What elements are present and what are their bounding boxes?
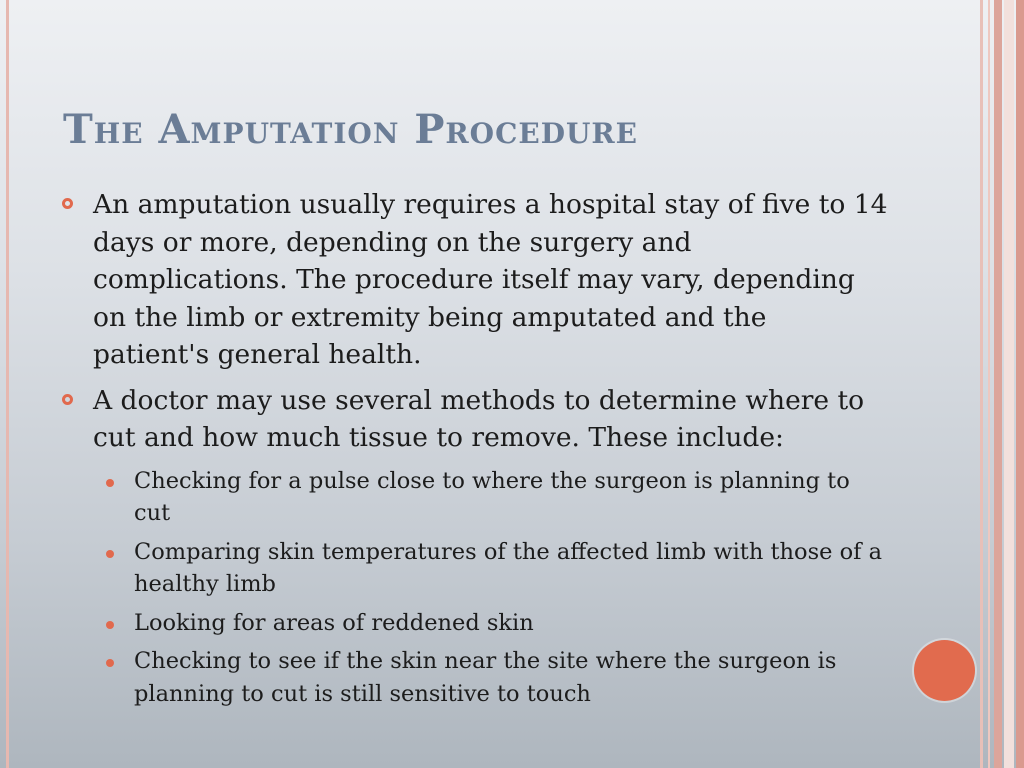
subbullet-item — [60, 536, 890, 601]
stripe — [1016, 0, 1024, 768]
slide-content — [60, 186, 890, 716]
filled-dot-bullet-icon — [106, 621, 114, 629]
filled-dot-bullet-icon — [106, 550, 114, 558]
hollow-circle-bullet-icon — [62, 394, 73, 405]
stripe — [994, 0, 1002, 768]
subbullet-text: Checking for a pulse close to where the surgeon is planning to cut — [134, 467, 850, 526]
bullet-text: A doctor may use several methods to determine where to cut and how much tissue to remove. These include: — [93, 384, 865, 453]
bullet-item — [60, 382, 890, 457]
subbullet-item — [60, 645, 890, 710]
orange-circle-decoration — [914, 640, 975, 701]
stripe — [988, 0, 990, 768]
slide-title: The Amputation Procedure — [63, 106, 639, 153]
subbullet-item — [60, 607, 890, 640]
stripe — [1004, 0, 1014, 768]
filled-dot-bullet-icon — [106, 659, 114, 667]
hollow-circle-bullet-icon — [62, 198, 73, 209]
subbullet-list — [60, 465, 890, 711]
subbullet-text: Looking for areas of reddened skin — [134, 609, 534, 636]
subbullet-text: Checking to see if the skin near the site where the surgeon is planning to cut is still sensitive to touch — [134, 648, 837, 707]
bullet-item — [60, 186, 890, 374]
subbullet-item — [60, 465, 890, 530]
filled-dot-bullet-icon — [106, 479, 114, 487]
stripe — [980, 0, 983, 768]
left-border-decoration — [6, 0, 9, 768]
bullet-text: An amputation usually requires a hospital stay of five to 14 days or more, depending on the surgery and complications. The procedure itself may vary, depending on the limb or extremity being amputated and the patient's general health. — [93, 189, 888, 370]
right-stripes-decoration — [980, 0, 1024, 768]
subbullet-text: Comparing skin temperatures of the affected limb with those of a healthy limb — [134, 538, 883, 597]
